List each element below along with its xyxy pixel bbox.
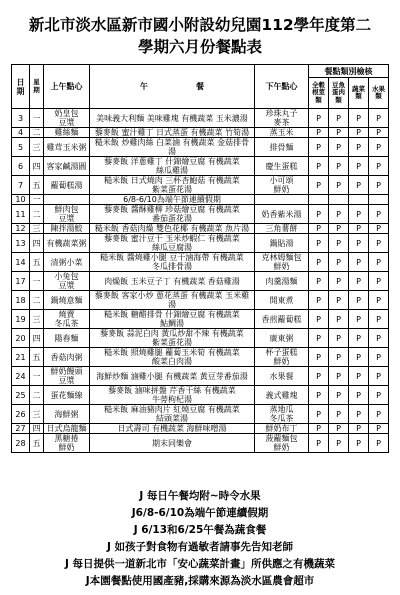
cell-pm-snack: 水果餐: [255, 367, 309, 386]
cell-check-grain: P: [309, 128, 329, 138]
cell-am-snack: 日式烏龍麵: [44, 424, 90, 434]
cell-check-grain: P: [309, 434, 329, 453]
cell-check-protein: P: [329, 405, 349, 424]
cell-am-snack: 奶皇包 豆漿: [44, 109, 90, 128]
table-row: [12, 128, 389, 138]
cell-weekday: 四: [30, 157, 44, 176]
cell-check-veg: P: [349, 205, 369, 224]
cell-check-grain: P: [309, 205, 329, 224]
cell-check-protein: P: [329, 329, 349, 348]
note-organic-veg: J 每日提供一道新北市「安心蔬菜計畫」所供應之有機蔬菜: [64, 558, 336, 570]
cell-check-protein: P: [329, 234, 349, 253]
cell-weekday: 二: [30, 128, 44, 138]
cell-am-snack: 雞茸玉米粥: [44, 138, 90, 157]
cell-check-veg: P: [349, 224, 369, 234]
cell-lunch: 糙米飯 炒雞肉絲 白菜滷 有機蔬菜 金菇排骨湯: [90, 138, 255, 157]
note-pork-source: J本園餐點使用國產豬,採購來源為淡水區農會超市: [85, 575, 315, 587]
cell-weekday: 四: [30, 329, 44, 348]
cell-am-snack: 燒賣 冬瓜茶: [44, 310, 90, 329]
title-line-2: 學期六月份餐點表: [137, 38, 262, 56]
table-row: [12, 424, 389, 434]
header-am-snack: 上午點心: [44, 65, 90, 109]
header-date: 日期: [12, 65, 30, 109]
header-check-grain: 全穀根莖類: [309, 78, 329, 109]
cell-weekday: 五: [30, 348, 44, 367]
cell-pm-snack: 排骨麵: [255, 138, 309, 157]
table-row: [12, 386, 389, 405]
cell-check-fruit: P: [369, 329, 389, 348]
cell-check-grain: P: [309, 329, 329, 348]
table-body: [12, 109, 389, 453]
cell-lunch: 藜麥飯 洋蔥雞丁 什錦燴豆腐 有機蔬菜 絲瓜雞湯: [90, 157, 255, 176]
cell-date: 10: [12, 195, 30, 205]
cell-lunch: 藜麥飯 客家小炒 蔥花蒸蛋 有機蔬菜 玉米雞湯: [90, 291, 255, 310]
note-fruit: J 每日午餐均附~時令水果: [139, 490, 261, 502]
cell-lunch: 海鮮炒麵 滷雞小腿 有機蔬菜 黃豆芽番茄湯: [90, 367, 255, 386]
cell-date: 13: [12, 234, 30, 253]
cell-check-veg: P: [349, 367, 369, 386]
cell-weekday: 四: [30, 424, 44, 434]
cell-am-snack: 蛋花麵線: [44, 386, 90, 405]
cell-date: 14: [12, 253, 30, 272]
cell-check-fruit: P: [369, 224, 389, 234]
cell-date: 11: [12, 205, 30, 224]
cell-weekday: 二: [30, 291, 44, 310]
cell-check-fruit: P: [369, 291, 389, 310]
cell-pm-snack: 慶生蛋糕: [255, 157, 309, 176]
table-row: [12, 234, 389, 253]
cell-lunch: 糙米飯 醬燒雞小腿 豆干滷海帶 有機蔬菜 冬瓜排骨湯: [90, 253, 255, 272]
cell-weekday: 二: [30, 205, 44, 224]
cell-lunch: 藜麥飯 蜜汁豆干 玉米炒蝦仁 有機蔬菜 絲瓜豆腐湯: [90, 234, 255, 253]
cell-check-protein: P: [329, 386, 349, 405]
cell-check-veg: P: [349, 157, 369, 176]
cell-date: 28: [12, 434, 30, 453]
cell-am-snack: 鮮奶饅頭 豆漿: [44, 367, 90, 386]
cell-date: 20: [12, 329, 30, 348]
table-row: [12, 138, 389, 157]
cell-check-protein: P: [329, 176, 349, 195]
cell-weekday: 三: [30, 138, 44, 157]
cell-am-snack: 蘿蔔糕湯: [44, 176, 90, 195]
table-row: [12, 205, 389, 224]
cell-lunch: 糙米飯 麻油豬肉片 紅燒豆腐 有機蔬菜 結頭菜湯: [90, 405, 255, 424]
cell-lunch: 藜麥飯 滷味拼盤 芹香干絲 有機蔬菜 牛蒡枸杞湯: [90, 386, 255, 405]
cell-check-grain: P: [309, 424, 329, 434]
header-lunch: 午 餐: [90, 65, 255, 109]
cell-check-veg: P: [349, 138, 369, 157]
cell-weekday: 五: [30, 253, 44, 272]
table-row: [12, 176, 389, 195]
cell-date: 6: [12, 157, 30, 176]
cell-weekday: 三: [30, 224, 44, 234]
cell-lunch: 肉燥飯 玉米豆子丁 有機蔬菜 香菇雞湯: [90, 272, 255, 291]
cell-check-grain: P: [309, 234, 329, 253]
cell-am-snack: 鍋燒意麵: [44, 291, 90, 310]
cell-check-veg: P: [349, 272, 369, 291]
table-row: [12, 157, 389, 176]
cell-date: 7: [12, 176, 30, 195]
cell-weekday: 五: [30, 434, 44, 453]
cell-check-grain: P: [309, 253, 329, 272]
cell-check-fruit: P: [369, 157, 389, 176]
cell-check-grain: P: [309, 109, 329, 128]
table-row: [12, 253, 389, 272]
cell-lunch: 藜麥飯 醬酥雞柳 珍菇燴豆腐 有機蔬菜 番茄蛋花湯: [90, 205, 255, 224]
cell-check-grain: P: [309, 176, 329, 195]
cell-check-veg: P: [349, 253, 369, 272]
cell-check-grain: P: [309, 367, 329, 386]
table-row: [12, 348, 389, 367]
cell-weekday: 一: [30, 272, 44, 291]
cell-am-snack: 香菇肉粥: [44, 348, 90, 367]
table-row: [12, 405, 389, 424]
cell-check-fruit: P: [369, 138, 389, 157]
cell-lunch: 糙米飯 糖醋排骨 什錦燴豆腐 有機蔬菜 鮎鯛湯: [90, 310, 255, 329]
cell-pm-snack: 鮮奶布丁: [255, 424, 309, 434]
cell-check-grain: [309, 195, 329, 205]
cell-lunch: 日式壽司 有機蔬菜 海鮮味噌湯: [90, 424, 255, 434]
cell-check-grain: P: [309, 405, 329, 424]
cell-check-protein: P: [329, 253, 349, 272]
meal-table: [11, 64, 389, 453]
cell-pm-snack: 珍珠丸子 麥茶: [255, 109, 309, 128]
table-row: [12, 434, 389, 453]
cell-am-snack: 小兔包 豆漿: [44, 272, 90, 291]
cell-pm-snack: 杯子蛋糕 鮮奶: [255, 348, 309, 367]
cell-check-veg: [349, 195, 369, 205]
cell-weekday: 三: [30, 310, 44, 329]
cell-pm-snack: 奶香紫米湯: [255, 205, 309, 224]
table-header-row: [12, 65, 389, 78]
cell-pm-snack: 蒸玉米: [255, 128, 309, 138]
cell-pm-snack: 小可頌 鮮奶: [255, 176, 309, 195]
cell-pm-snack: [255, 195, 309, 205]
cell-check-protein: P: [329, 205, 349, 224]
cell-lunch: 美味義大利麵 美味雞塊 有機蔬菜 玉米濃湯: [90, 109, 255, 128]
cell-am-snack: 海鮮粥: [44, 405, 90, 424]
table-row: [12, 329, 389, 348]
cell-weekday: 五: [30, 176, 44, 195]
cell-lunch: 期末同樂會: [90, 434, 255, 453]
cell-check-fruit: P: [369, 205, 389, 224]
cell-check-veg: P: [349, 291, 369, 310]
cell-date: 18: [12, 291, 30, 310]
cell-date: 19: [12, 310, 30, 329]
cell-pm-snack: 鍋貼湯: [255, 234, 309, 253]
cell-check-grain: P: [309, 138, 329, 157]
cell-check-protein: P: [329, 424, 349, 434]
cell-pm-snack: 義式雞塊: [255, 386, 309, 405]
cell-pm-snack: 肉羹湯麵: [255, 272, 309, 291]
cell-weekday: 三: [30, 405, 44, 424]
cell-check-protein: P: [329, 157, 349, 176]
cell-pm-snack: 菠蘿麵包 鮮奶: [255, 434, 309, 453]
cell-check-veg: P: [349, 310, 369, 329]
cell-am-snack: [44, 195, 90, 205]
cell-date: 17: [12, 272, 30, 291]
cell-check-fruit: P: [369, 348, 389, 367]
cell-check-fruit: P: [369, 310, 389, 329]
cell-check-veg: P: [349, 405, 369, 424]
cell-check-fruit: P: [369, 424, 389, 434]
cell-am-snack: 黑糖捲 鮮奶: [44, 434, 90, 453]
cell-check-protein: P: [329, 367, 349, 386]
cell-check-veg: P: [349, 424, 369, 434]
cell-date: 3: [12, 109, 30, 128]
note-holiday: J6/8-6/10為端午節連續假期: [131, 507, 269, 519]
cell-date: 4: [12, 128, 30, 138]
cell-check-veg: P: [349, 348, 369, 367]
cell-weekday: 一: [30, 367, 44, 386]
cell-am-snack: 清粥小菜: [44, 253, 90, 272]
cell-date: 24: [12, 367, 30, 386]
page-title: [14, 14, 386, 58]
cell-check-grain: P: [309, 157, 329, 176]
cell-check-fruit: P: [369, 434, 389, 453]
cell-check-fruit: P: [369, 234, 389, 253]
cell-check-fruit: [369, 195, 389, 205]
cell-date: 5: [12, 138, 30, 157]
cell-pm-snack: 廣東粥: [255, 329, 309, 348]
table-row: [12, 109, 389, 128]
cell-check-veg: P: [349, 434, 369, 453]
cell-am-snack: 有機蔬菜粥: [44, 234, 90, 253]
table-row: [12, 272, 389, 291]
cell-check-fruit: P: [369, 109, 389, 128]
cell-check-grain: P: [309, 291, 329, 310]
table-row: [12, 367, 389, 386]
cell-check-protein: P: [329, 128, 349, 138]
cell-lunch: 糙米飯 照燒雞腿 蘿蔔玉米筍 有機蔬菜 酸菜白肉湯: [90, 348, 255, 367]
title-line-1: 新北市淡水區新市國小附設幼兒園112學年度第二: [28, 16, 372, 34]
header-check-protein: 豆魚蛋肉類: [329, 78, 349, 109]
table-row: [12, 224, 389, 234]
cell-pm-snack: 香煎蘿蔔糕: [255, 310, 309, 329]
cell-check-grain: P: [309, 348, 329, 367]
cell-check-fruit: P: [369, 405, 389, 424]
note-vegetarian: J 6/13和6/25午餐為蔬食餐: [133, 524, 267, 536]
cell-check-fruit: P: [369, 253, 389, 272]
cell-date: 12: [12, 224, 30, 234]
cell-am-snack: 鮮肉包 豆漿: [44, 205, 90, 224]
cell-check-fruit: P: [369, 367, 389, 386]
header-check-veg: 蔬菜類: [349, 78, 369, 109]
cell-check-veg: P: [349, 128, 369, 138]
cell-lunch: 藜麥飯 蜜汁雞丁 日式蒸蛋 有機蔬菜 竹筍湯: [90, 128, 255, 138]
cell-check-veg: P: [349, 176, 369, 195]
cell-check-protein: [329, 195, 349, 205]
cell-pm-snack: 三角薯餅: [255, 224, 309, 234]
header-weekday: 星期: [30, 65, 44, 109]
cell-check-grain: P: [309, 310, 329, 329]
cell-check-veg: P: [349, 329, 369, 348]
cell-check-protein: P: [329, 109, 349, 128]
header-pm-snack: 下午點心: [255, 65, 309, 109]
table-row: [12, 310, 389, 329]
header-checklist: 餐點類別檢核: [309, 65, 389, 78]
cell-am-snack: 陽春麵: [44, 329, 90, 348]
cell-am-snack: 客家鹹湯圓: [44, 157, 90, 176]
notes-section: [0, 488, 400, 590]
cell-check-fruit: P: [369, 386, 389, 405]
table-row: [12, 291, 389, 310]
cell-lunch: 糙米飯 香菇肉燥 雙色花椰 有機蔬菜 魚片湯: [90, 224, 255, 234]
cell-date: 21: [12, 348, 30, 367]
cell-lunch: 藜麥飯 蒜泥白肉 黃瓜炒甜不辣 有機蔬菜 紫菜蛋花湯: [90, 329, 255, 348]
table-row: [12, 195, 389, 205]
cell-check-protein: P: [329, 272, 349, 291]
cell-check-grain: P: [309, 224, 329, 234]
cell-check-veg: P: [349, 386, 369, 405]
cell-weekday: 二: [30, 386, 44, 405]
cell-date: 25: [12, 386, 30, 405]
cell-date: 26: [12, 405, 30, 424]
cell-check-veg: P: [349, 234, 369, 253]
note-allergy: J 如孩子對食物有過敏者請事先告知老師: [106, 541, 294, 553]
cell-check-protein: P: [329, 310, 349, 329]
cell-check-protein: P: [329, 224, 349, 234]
cell-pm-snack: 開東煮: [255, 291, 309, 310]
cell-check-fruit: P: [369, 176, 389, 195]
cell-check-protein: P: [329, 434, 349, 453]
cell-check-grain: P: [309, 386, 329, 405]
cell-check-protein: P: [329, 291, 349, 310]
cell-am-snack: 雞絲麵: [44, 128, 90, 138]
cell-check-protein: P: [329, 138, 349, 157]
cell-check-protein: P: [329, 348, 349, 367]
cell-weekday: 一: [30, 109, 44, 128]
cell-check-fruit: P: [369, 272, 389, 291]
cell-pm-snack: 蒸地瓜 冬瓜茶: [255, 405, 309, 424]
cell-pm-snack: 克林姆麵包 鮮奶: [255, 253, 309, 272]
cell-weekday: 一: [30, 195, 44, 205]
cell-date: 27: [12, 424, 30, 434]
cell-am-snack: 陳拌湯鮫: [44, 224, 90, 234]
cell-check-fruit: P: [369, 128, 389, 138]
header-check-fruit: 水果類: [369, 78, 389, 109]
cell-check-grain: P: [309, 272, 329, 291]
cell-weekday: 四: [30, 234, 44, 253]
cell-lunch: 6/8-6/10為端午節連續假期: [90, 195, 255, 205]
cell-check-veg: P: [349, 109, 369, 128]
cell-lunch: 糙米飯 日式燒肉 三杯杏鮑菇 有機蔬菜 紫菜蛋花湯: [90, 176, 255, 195]
